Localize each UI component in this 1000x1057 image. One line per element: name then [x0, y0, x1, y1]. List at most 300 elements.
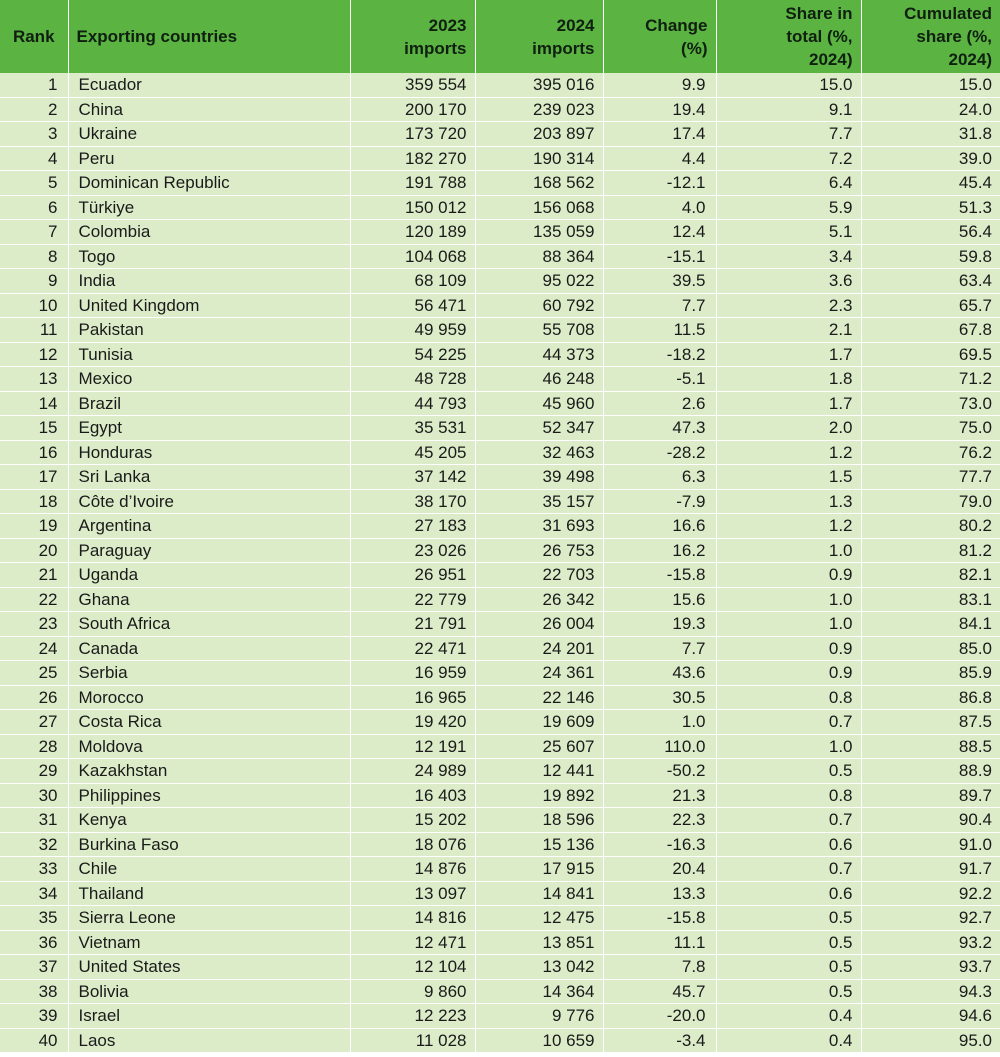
- imports-2024-cell: 44 373: [475, 342, 603, 367]
- share-cell: 0.5: [716, 955, 861, 980]
- change-cell: 15.6: [603, 587, 716, 612]
- change-cell: 6.3: [603, 465, 716, 490]
- cumulated-cell: 45.4: [861, 171, 1000, 196]
- share-cell: 0.5: [716, 979, 861, 1004]
- cumulated-cell: 67.8: [861, 318, 1000, 343]
- share-cell: 1.2: [716, 514, 861, 539]
- country-cell: Bolivia: [68, 979, 350, 1004]
- cumulated-cell: 75.0: [861, 416, 1000, 441]
- share-cell: 3.4: [716, 244, 861, 269]
- imports-2023-cell: 68 109: [350, 269, 475, 294]
- country-cell: Türkiye: [68, 195, 350, 220]
- imports-2024-cell: 13 851: [475, 930, 603, 955]
- change-cell: -15.1: [603, 244, 716, 269]
- share-cell: 1.2: [716, 440, 861, 465]
- share-cell: 0.4: [716, 1004, 861, 1029]
- imports-2023-cell: 54 225: [350, 342, 475, 367]
- table-body: [0, 73, 1000, 1053]
- share-cell: 0.4: [716, 1028, 861, 1053]
- country-cell: Ghana: [68, 587, 350, 612]
- rank-cell: 39: [0, 1004, 68, 1029]
- imports-2024-cell: 13 042: [475, 955, 603, 980]
- imports-2023-cell: 48 728: [350, 367, 475, 392]
- table-row: [0, 783, 1000, 808]
- table-row: [0, 342, 1000, 367]
- country-cell: Canada: [68, 636, 350, 661]
- change-cell: 20.4: [603, 857, 716, 882]
- rank-cell: 12: [0, 342, 68, 367]
- rank-cell: 28: [0, 734, 68, 759]
- change-cell: 2.6: [603, 391, 716, 416]
- share-cell: 1.3: [716, 489, 861, 514]
- imports-2024-cell: 45 960: [475, 391, 603, 416]
- change-cell: -12.1: [603, 171, 716, 196]
- imports-2023-cell: 15 202: [350, 808, 475, 833]
- share-cell: 1.0: [716, 734, 861, 759]
- rank-cell: 32: [0, 832, 68, 857]
- rank-cell: 3: [0, 122, 68, 147]
- country-cell: Honduras: [68, 440, 350, 465]
- rank-cell: 24: [0, 636, 68, 661]
- table-row: [0, 171, 1000, 196]
- cumulated-cell: 39.0: [861, 146, 1000, 171]
- imports-2024-cell: 26 342: [475, 587, 603, 612]
- imports-2024-cell: 15 136: [475, 832, 603, 857]
- table-row: [0, 759, 1000, 784]
- change-cell: 19.4: [603, 97, 716, 122]
- share-cell: 9.1: [716, 97, 861, 122]
- share-cell: 15.0: [716, 73, 861, 97]
- rank-cell: 25: [0, 661, 68, 686]
- imports-2023-cell: 12 471: [350, 930, 475, 955]
- rank-cell: 7: [0, 220, 68, 245]
- country-cell: Thailand: [68, 881, 350, 906]
- country-cell: Egypt: [68, 416, 350, 441]
- share-cell: 0.9: [716, 636, 861, 661]
- imports-2023-cell: 16 965: [350, 685, 475, 710]
- cumulated-cell: 80.2: [861, 514, 1000, 539]
- cumulated-cell: 79.0: [861, 489, 1000, 514]
- share-cell: 7.2: [716, 146, 861, 171]
- cumulated-cell: 94.3: [861, 979, 1000, 1004]
- cumulated-cell: 92.7: [861, 906, 1000, 931]
- imports-2023-cell: 26 951: [350, 563, 475, 588]
- share-cell: 0.9: [716, 563, 861, 588]
- country-cell: India: [68, 269, 350, 294]
- imports-2024-cell: 18 596: [475, 808, 603, 833]
- imports-2023-cell: 14 876: [350, 857, 475, 882]
- imports-2023-cell: 38 170: [350, 489, 475, 514]
- cumulated-cell: 73.0: [861, 391, 1000, 416]
- imports-2024-cell: 9 776: [475, 1004, 603, 1029]
- change-cell: 4.0: [603, 195, 716, 220]
- table-row: [0, 465, 1000, 490]
- change-cell: 1.0: [603, 710, 716, 735]
- share-cell: 1.7: [716, 391, 861, 416]
- rank-cell: 16: [0, 440, 68, 465]
- change-cell: 13.3: [603, 881, 716, 906]
- share-cell: 0.8: [716, 685, 861, 710]
- col-header-share: Share in total (%, 2024): [716, 0, 861, 73]
- table-row: [0, 146, 1000, 171]
- imports-2023-cell: 12 191: [350, 734, 475, 759]
- change-cell: 30.5: [603, 685, 716, 710]
- table-row: [0, 514, 1000, 539]
- col-header-change: Change (%): [603, 0, 716, 73]
- cumulated-cell: 87.5: [861, 710, 1000, 735]
- table-row: [0, 661, 1000, 686]
- change-cell: 4.4: [603, 146, 716, 171]
- imports-2023-cell: 45 205: [350, 440, 475, 465]
- country-cell: Vietnam: [68, 930, 350, 955]
- imports-2023-cell: 12 104: [350, 955, 475, 980]
- imports-2023-cell: 191 788: [350, 171, 475, 196]
- table-row: [0, 293, 1000, 318]
- change-cell: -15.8: [603, 906, 716, 931]
- change-cell: 7.7: [603, 293, 716, 318]
- imports-2024-cell: 22 146: [475, 685, 603, 710]
- share-cell: 2.0: [716, 416, 861, 441]
- table-row: [0, 416, 1000, 441]
- change-cell: 9.9: [603, 73, 716, 97]
- table-row: [0, 685, 1000, 710]
- rank-cell: 21: [0, 563, 68, 588]
- rank-cell: 2: [0, 97, 68, 122]
- country-cell: Mexico: [68, 367, 350, 392]
- rank-cell: 9: [0, 269, 68, 294]
- share-cell: 2.1: [716, 318, 861, 343]
- rank-cell: 18: [0, 489, 68, 514]
- country-cell: Moldova: [68, 734, 350, 759]
- cumulated-cell: 91.7: [861, 857, 1000, 882]
- country-cell: Argentina: [68, 514, 350, 539]
- change-cell: 16.2: [603, 538, 716, 563]
- col-header-rank: Rank: [0, 0, 68, 73]
- share-cell: 0.5: [716, 906, 861, 931]
- country-cell: Ukraine: [68, 122, 350, 147]
- rank-cell: 23: [0, 612, 68, 637]
- rank-cell: 40: [0, 1028, 68, 1053]
- imports-2024-cell: 60 792: [475, 293, 603, 318]
- country-cell: Costa Rica: [68, 710, 350, 735]
- imports-2024-cell: 22 703: [475, 563, 603, 588]
- rank-cell: 22: [0, 587, 68, 612]
- country-cell: China: [68, 97, 350, 122]
- country-cell: United States: [68, 955, 350, 980]
- table-row: [0, 1004, 1000, 1029]
- table-row: [0, 220, 1000, 245]
- share-cell: 1.5: [716, 465, 861, 490]
- table-row: [0, 734, 1000, 759]
- change-cell: 43.6: [603, 661, 716, 686]
- table-row: [0, 563, 1000, 588]
- change-cell: 7.8: [603, 955, 716, 980]
- rank-cell: 37: [0, 955, 68, 980]
- cumulated-cell: 31.8: [861, 122, 1000, 147]
- table-row: [0, 930, 1000, 955]
- cumulated-cell: 90.4: [861, 808, 1000, 833]
- change-cell: 16.6: [603, 514, 716, 539]
- rank-cell: 17: [0, 465, 68, 490]
- cumulated-cell: 65.7: [861, 293, 1000, 318]
- share-cell: 1.0: [716, 612, 861, 637]
- change-cell: -16.3: [603, 832, 716, 857]
- table-row: [0, 269, 1000, 294]
- share-cell: 3.6: [716, 269, 861, 294]
- imports-2024-cell: 24 361: [475, 661, 603, 686]
- cumulated-cell: 71.2: [861, 367, 1000, 392]
- cumulated-cell: 77.7: [861, 465, 1000, 490]
- country-cell: Uganda: [68, 563, 350, 588]
- imports-2024-cell: 156 068: [475, 195, 603, 220]
- table-row: [0, 587, 1000, 612]
- share-cell: 5.9: [716, 195, 861, 220]
- col-header-cumulated: Cumulated share (%, 2024): [861, 0, 1000, 73]
- cumulated-cell: 59.8: [861, 244, 1000, 269]
- cumulated-cell: 24.0: [861, 97, 1000, 122]
- rank-cell: 1: [0, 73, 68, 97]
- change-cell: -3.4: [603, 1028, 716, 1053]
- imports-2023-cell: 24 989: [350, 759, 475, 784]
- imports-2023-cell: 200 170: [350, 97, 475, 122]
- share-cell: 6.4: [716, 171, 861, 196]
- cumulated-cell: 94.6: [861, 1004, 1000, 1029]
- imports-2024-cell: 10 659: [475, 1028, 603, 1053]
- rank-cell: 10: [0, 293, 68, 318]
- imports-2024-cell: 395 016: [475, 73, 603, 97]
- change-cell: 22.3: [603, 808, 716, 833]
- imports-2023-cell: 182 270: [350, 146, 475, 171]
- imports-2024-cell: 14 364: [475, 979, 603, 1004]
- change-cell: 12.4: [603, 220, 716, 245]
- imports-2023-cell: 23 026: [350, 538, 475, 563]
- country-cell: Sri Lanka: [68, 465, 350, 490]
- country-cell: Paraguay: [68, 538, 350, 563]
- table-row: [0, 367, 1000, 392]
- share-cell: 7.7: [716, 122, 861, 147]
- country-cell: Israel: [68, 1004, 350, 1029]
- imports-2024-cell: 14 841: [475, 881, 603, 906]
- country-cell: Kenya: [68, 808, 350, 833]
- cumulated-cell: 95.0: [861, 1028, 1000, 1053]
- share-cell: 0.7: [716, 808, 861, 833]
- col-header-country: Exporting countries: [68, 0, 350, 73]
- share-cell: 1.0: [716, 587, 861, 612]
- imports-2023-cell: 44 793: [350, 391, 475, 416]
- imports-2023-cell: 49 959: [350, 318, 475, 343]
- imports-2024-cell: 32 463: [475, 440, 603, 465]
- imports-2023-cell: 150 012: [350, 195, 475, 220]
- table-row: [0, 97, 1000, 122]
- table-row: [0, 832, 1000, 857]
- cumulated-cell: 84.1: [861, 612, 1000, 637]
- imports-2024-cell: 26 753: [475, 538, 603, 563]
- imports-2023-cell: 11 028: [350, 1028, 475, 1053]
- change-cell: 11.5: [603, 318, 716, 343]
- table-row: [0, 440, 1000, 465]
- rank-cell: 36: [0, 930, 68, 955]
- imports-2023-cell: 12 223: [350, 1004, 475, 1029]
- imports-2024-cell: 88 364: [475, 244, 603, 269]
- rank-cell: 8: [0, 244, 68, 269]
- rank-cell: 33: [0, 857, 68, 882]
- imports-2023-cell: 359 554: [350, 73, 475, 97]
- country-cell: Brazil: [68, 391, 350, 416]
- table-row: [0, 857, 1000, 882]
- country-cell: Burkina Faso: [68, 832, 350, 857]
- share-cell: 1.8: [716, 367, 861, 392]
- col-header-imports-2024: 2024 imports: [475, 0, 603, 73]
- cumulated-cell: 86.8: [861, 685, 1000, 710]
- share-cell: 0.9: [716, 661, 861, 686]
- table-row: [0, 881, 1000, 906]
- imports-2023-cell: 19 420: [350, 710, 475, 735]
- col-header-imports-2023: 2023 imports: [350, 0, 475, 73]
- cumulated-cell: 15.0: [861, 73, 1000, 97]
- imports-2024-cell: 12 441: [475, 759, 603, 784]
- imports-2023-cell: 16 959: [350, 661, 475, 686]
- cumulated-cell: 85.0: [861, 636, 1000, 661]
- rank-cell: 34: [0, 881, 68, 906]
- cumulated-cell: 89.7: [861, 783, 1000, 808]
- change-cell: -20.0: [603, 1004, 716, 1029]
- change-cell: 39.5: [603, 269, 716, 294]
- table-row: [0, 73, 1000, 97]
- share-cell: 0.5: [716, 930, 861, 955]
- imports-2023-cell: 18 076: [350, 832, 475, 857]
- change-cell: 7.7: [603, 636, 716, 661]
- share-cell: 0.6: [716, 832, 861, 857]
- imports-2023-cell: 173 720: [350, 122, 475, 147]
- country-cell: Sierra Leone: [68, 906, 350, 931]
- change-cell: -28.2: [603, 440, 716, 465]
- imports-2024-cell: 52 347: [475, 416, 603, 441]
- share-cell: 0.5: [716, 759, 861, 784]
- imports-2023-cell: 14 816: [350, 906, 475, 931]
- imports-2023-cell: 22 471: [350, 636, 475, 661]
- rank-cell: 29: [0, 759, 68, 784]
- country-cell: Togo: [68, 244, 350, 269]
- table-row: [0, 318, 1000, 343]
- rank-cell: 15: [0, 416, 68, 441]
- cumulated-cell: 63.4: [861, 269, 1000, 294]
- change-cell: 47.3: [603, 416, 716, 441]
- table-row: [0, 808, 1000, 833]
- cumulated-cell: 83.1: [861, 587, 1000, 612]
- header-row: [0, 0, 1000, 73]
- imports-2023-cell: 56 471: [350, 293, 475, 318]
- imports-2024-cell: 95 022: [475, 269, 603, 294]
- imports-2024-cell: 24 201: [475, 636, 603, 661]
- imports-2023-cell: 27 183: [350, 514, 475, 539]
- imports-2024-cell: 239 023: [475, 97, 603, 122]
- imports-2024-cell: 12 475: [475, 906, 603, 931]
- country-cell: Colombia: [68, 220, 350, 245]
- change-cell: -18.2: [603, 342, 716, 367]
- rank-cell: 35: [0, 906, 68, 931]
- rank-cell: 13: [0, 367, 68, 392]
- cumulated-cell: 92.2: [861, 881, 1000, 906]
- cumulated-cell: 82.1: [861, 563, 1000, 588]
- share-cell: 5.1: [716, 220, 861, 245]
- change-cell: -5.1: [603, 367, 716, 392]
- table-row: [0, 1028, 1000, 1053]
- table-row: [0, 391, 1000, 416]
- country-cell: South Africa: [68, 612, 350, 637]
- share-cell: 0.6: [716, 881, 861, 906]
- cumulated-cell: 69.5: [861, 342, 1000, 367]
- change-cell: 45.7: [603, 979, 716, 1004]
- imports-2024-cell: 19 609: [475, 710, 603, 735]
- cumulated-cell: 88.9: [861, 759, 1000, 784]
- cumulated-cell: 93.7: [861, 955, 1000, 980]
- change-cell: 110.0: [603, 734, 716, 759]
- rank-cell: 14: [0, 391, 68, 416]
- cumulated-cell: 91.0: [861, 832, 1000, 857]
- imports-2024-cell: 17 915: [475, 857, 603, 882]
- change-cell: 11.1: [603, 930, 716, 955]
- imports-2024-cell: 190 314: [475, 146, 603, 171]
- share-cell: 1.7: [716, 342, 861, 367]
- change-cell: 17.4: [603, 122, 716, 147]
- imports-2024-cell: 135 059: [475, 220, 603, 245]
- rank-cell: 6: [0, 195, 68, 220]
- cumulated-cell: 88.5: [861, 734, 1000, 759]
- rank-cell: 19: [0, 514, 68, 539]
- country-cell: Dominican Republic: [68, 171, 350, 196]
- imports-2024-cell: 203 897: [475, 122, 603, 147]
- country-cell: Tunisia: [68, 342, 350, 367]
- country-cell: Serbia: [68, 661, 350, 686]
- imports-2023-cell: 21 791: [350, 612, 475, 637]
- rank-cell: 5: [0, 171, 68, 196]
- country-cell: Côte d’Ivoire: [68, 489, 350, 514]
- imports-2024-cell: 19 892: [475, 783, 603, 808]
- rank-cell: 38: [0, 979, 68, 1004]
- country-cell: Philippines: [68, 783, 350, 808]
- cumulated-cell: 76.2: [861, 440, 1000, 465]
- change-cell: -50.2: [603, 759, 716, 784]
- country-cell: Laos: [68, 1028, 350, 1053]
- country-cell: Kazakhstan: [68, 759, 350, 784]
- cumulated-cell: 85.9: [861, 661, 1000, 686]
- imports-2024-cell: 35 157: [475, 489, 603, 514]
- change-cell: 19.3: [603, 612, 716, 637]
- table-row: [0, 244, 1000, 269]
- rank-cell: 30: [0, 783, 68, 808]
- share-cell: 0.7: [716, 857, 861, 882]
- table-row: [0, 195, 1000, 220]
- table-row: [0, 636, 1000, 661]
- imports-2023-cell: 22 779: [350, 587, 475, 612]
- rank-cell: 11: [0, 318, 68, 343]
- cumulated-cell: 93.2: [861, 930, 1000, 955]
- table-row: [0, 612, 1000, 637]
- cumulated-cell: 81.2: [861, 538, 1000, 563]
- rank-cell: 26: [0, 685, 68, 710]
- imports-2024-cell: 168 562: [475, 171, 603, 196]
- imports-2023-cell: 35 531: [350, 416, 475, 441]
- imports-2023-cell: 13 097: [350, 881, 475, 906]
- change-cell: -15.8: [603, 563, 716, 588]
- rank-cell: 27: [0, 710, 68, 735]
- imports-2023-cell: 120 189: [350, 220, 475, 245]
- cumulated-cell: 51.3: [861, 195, 1000, 220]
- share-cell: 0.7: [716, 710, 861, 735]
- table-row: [0, 122, 1000, 147]
- imports-2024-cell: 31 693: [475, 514, 603, 539]
- country-cell: Ecuador: [68, 73, 350, 97]
